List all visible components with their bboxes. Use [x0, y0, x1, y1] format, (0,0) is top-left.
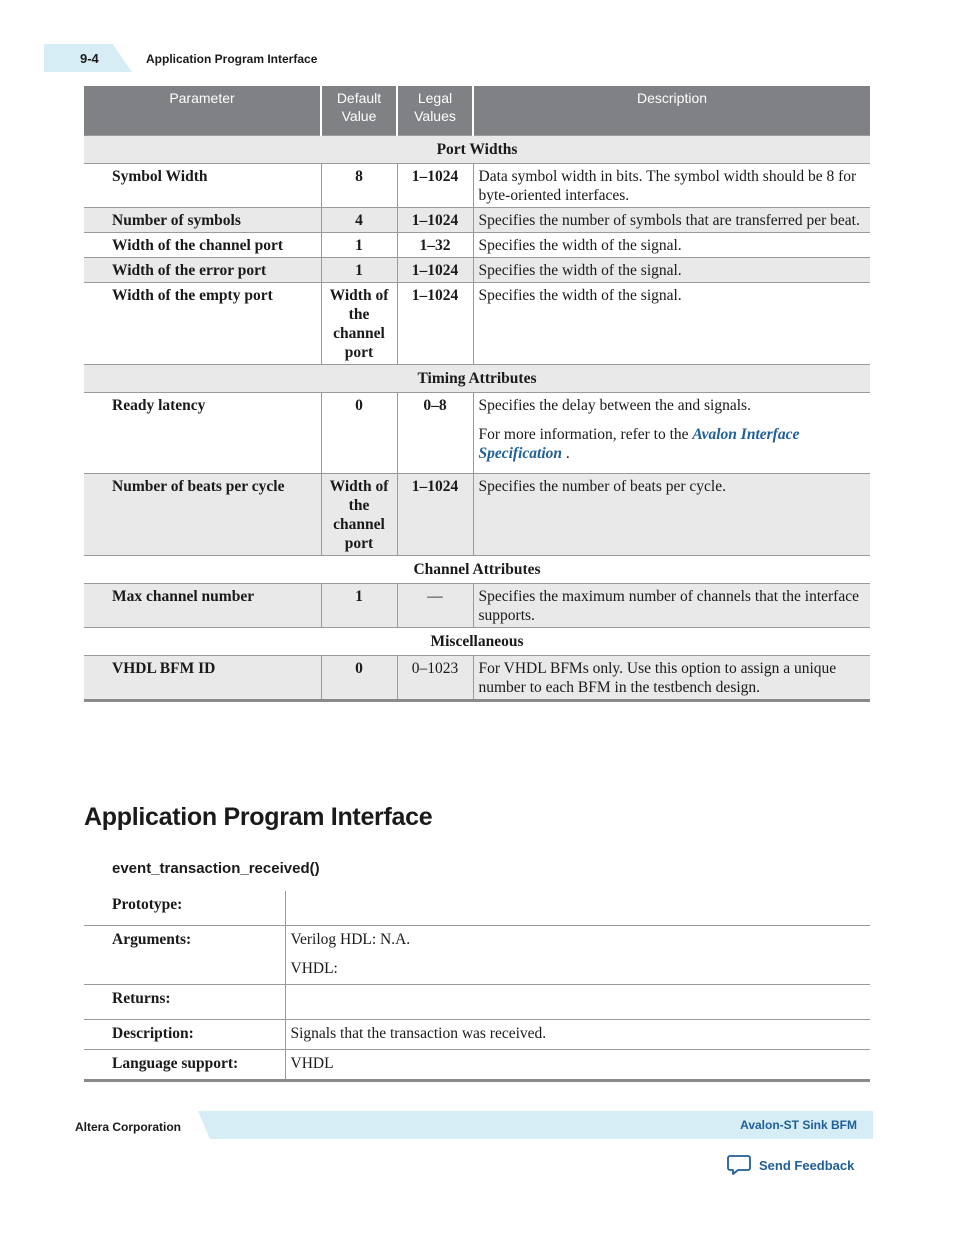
- api-table: [84, 891, 870, 1082]
- section-row: [84, 136, 870, 164]
- param-description: Specifies the width of the signal.: [473, 258, 870, 283]
- param-description: Specifies the delay between the and signals.: [478, 397, 751, 414]
- send-feedback-link[interactable]: [727, 1154, 854, 1176]
- section-heading: Application Program Interface: [84, 803, 433, 831]
- section-title: Miscellaneous: [84, 628, 870, 656]
- table-header-row: [84, 86, 870, 136]
- param-description: Data symbol width in bits. The symbol width should be 8 for byte-oriented interfaces.: [473, 164, 870, 208]
- api-value: [285, 985, 870, 1020]
- table-row: [84, 233, 870, 258]
- api-row-language: [84, 1050, 870, 1081]
- table-row: [84, 474, 870, 556]
- api-value: Verilog HDL: N.A.: [290, 931, 411, 948]
- section-title: Port Widths: [84, 136, 870, 164]
- api-row-description: [84, 1020, 870, 1050]
- more-info-text: For more information, refer to the: [478, 426, 689, 443]
- send-feedback-label: Send Feedback: [759, 1157, 855, 1173]
- link-tail: .: [565, 445, 570, 462]
- api-label: Description:: [84, 1020, 285, 1050]
- table-row: [84, 393, 870, 474]
- api-value-cell: [285, 926, 870, 985]
- section-row: [84, 556, 870, 584]
- param-name: Symbol Width: [84, 164, 321, 208]
- parameter-table: [84, 86, 870, 702]
- param-default: 1: [321, 233, 397, 258]
- param-description: Specifies the width of the signal.: [473, 233, 870, 258]
- col-header-default: Default Value: [321, 86, 397, 136]
- section-row: [84, 365, 870, 393]
- table-row: [84, 656, 870, 701]
- param-default: 4: [321, 208, 397, 233]
- col-header-legal: Legal Values: [397, 86, 473, 136]
- api-label: Language support:: [84, 1050, 285, 1081]
- api-value: [285, 891, 870, 926]
- function-name: event_transaction_received(): [112, 860, 320, 877]
- api-label: Prototype:: [112, 896, 183, 913]
- param-legal: 1–1024: [397, 164, 473, 208]
- param-name: VHDL BFM ID: [84, 656, 321, 701]
- param-legal: 1–1024: [397, 258, 473, 283]
- table-row: [84, 208, 870, 233]
- param-description: Specifies the width of the signal.: [473, 283, 870, 365]
- param-default: 1: [321, 258, 397, 283]
- param-name: Ready latency: [84, 393, 321, 474]
- section-title: Channel Attributes: [84, 556, 870, 584]
- api-row-prototype: [84, 891, 870, 926]
- param-name: Width of the empty port: [84, 283, 321, 365]
- param-description-cell: [473, 393, 870, 474]
- col-header-description: Description: [473, 86, 870, 136]
- section-row: [84, 628, 870, 656]
- api-row-returns: [84, 985, 870, 1020]
- param-legal: 1–1024: [397, 208, 473, 233]
- footer-company: Altera Corporation: [75, 1120, 182, 1134]
- param-default: 1: [321, 584, 397, 628]
- table-row: [84, 283, 870, 365]
- param-default: 8: [321, 164, 397, 208]
- param-default: 0: [321, 656, 397, 701]
- avalon-spec-link[interactable]: Avalon Interface Specification: [478, 426, 800, 462]
- param-default: 0: [321, 393, 397, 474]
- param-legal: 1–1024: [397, 474, 473, 556]
- param-legal: 0–1023: [397, 656, 473, 701]
- param-default: Width of the channel port: [321, 474, 397, 556]
- api-label: Arguments:: [84, 926, 285, 985]
- table-row: [84, 584, 870, 628]
- table-row: [84, 164, 870, 208]
- param-description: Specifies the number of symbols that are transferred per beat.: [473, 208, 870, 233]
- param-legal: —: [397, 584, 473, 628]
- footer-doc-title: Avalon-ST Sink BFM: [740, 1118, 857, 1132]
- table-row: [84, 258, 870, 283]
- param-legal: 1–1024: [397, 283, 473, 365]
- param-name: Max channel number: [84, 584, 321, 628]
- api-label: Returns:: [84, 985, 285, 1020]
- param-legal: 1–32: [397, 233, 473, 258]
- speech-bubble-icon: [727, 1154, 751, 1176]
- param-description: Specifies the number of beats per cycle.: [473, 474, 870, 556]
- param-description: Specifies the maximum number of channels that the interface supports.: [473, 584, 870, 628]
- param-name: Width of the channel port: [84, 233, 321, 258]
- api-value: Signals that the transaction was received.: [285, 1020, 870, 1050]
- section-title: Timing Attributes: [84, 365, 870, 393]
- param-name: Width of the error port: [84, 258, 321, 283]
- running-title: Application Program Interface: [146, 52, 318, 66]
- param-legal: 0–8: [397, 393, 473, 474]
- param-name: Number of symbols: [84, 208, 321, 233]
- param-default: Width of the channel port: [321, 283, 397, 365]
- param-description: For VHDL BFMs only. Use this option to assign a unique number to each BFM in the testbench design.: [473, 656, 870, 701]
- api-value: VHDL:: [290, 960, 338, 977]
- param-description-more: [479, 425, 866, 463]
- api-row-arguments: [84, 926, 870, 985]
- page-number: 9-4: [80, 51, 99, 66]
- api-value: VHDL: [285, 1050, 870, 1081]
- col-header-parameter: Parameter: [84, 86, 321, 136]
- param-name: Number of beats per cycle: [84, 474, 321, 556]
